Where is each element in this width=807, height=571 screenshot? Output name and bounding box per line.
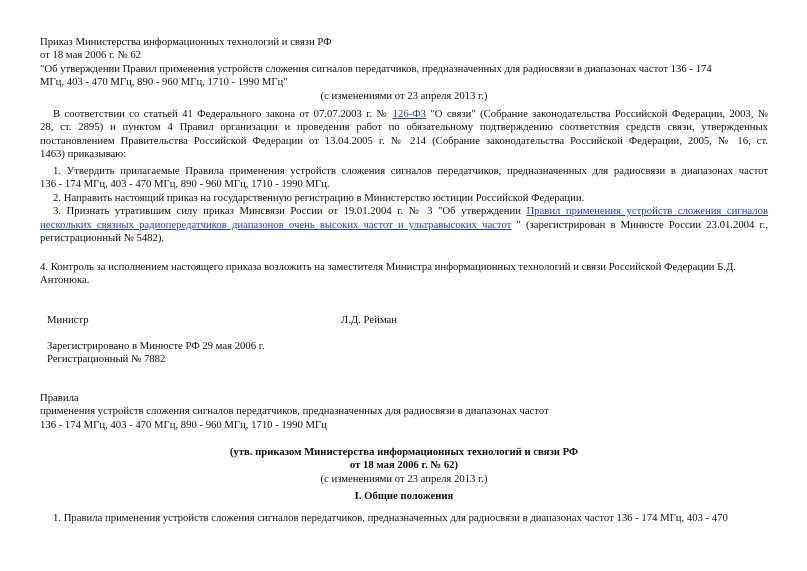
rules-title-line-2: 136 - 174 МГц, 403 - 470 МГц, 890 - 960 МГц, 1710 - 1990 МГц [40, 418, 327, 431]
preamble [40, 108, 768, 162]
item-4 [40, 261, 768, 288]
order-issuer: Приказ Министерства информационных технологий и связи РФ [40, 36, 332, 48]
signature-name: Л.Д. Рейман [341, 314, 397, 326]
preamble-line-2: 28, ст. 2895) и пунктом 4 Правил организации и проведения работ по обязательному подтверждению соответствия средств связи, утвержденных [40, 121, 768, 134]
item-4-line-1: 4. Контроль за исполнением настоящего приказа возложить на заместителя Министра информационных технологий и связи Российской Федерации Б.Д. [40, 261, 736, 273]
registration [47, 340, 775, 367]
order-title-line-2: МГц, 403 - 470 МГц, 890 - 960 МГц, 1710 - 1990 МГц" [40, 76, 288, 89]
rules-approved-line-1: (утв. приказом Министерства информационных технологий и связи РФ [229, 446, 579, 458]
registration-number: Регистрационный № 7882 [47, 353, 166, 366]
rules-link-part-1[interactable]: Правил применения устройств сложения сигналов [526, 205, 768, 218]
item-4-line-2: Антонюка. [40, 274, 90, 287]
item-3-line-1: 3. Признать утратившим силу приказ Минсвязи России от 19.01.2004 г. № 3 "Об утверждении Правил применения устройств сложения сигналов [53, 205, 768, 218]
order-amendments: (с изменениями от 23 апреля 2013 г.) [320, 89, 488, 102]
preamble-line-3: постановлением Правительства Российской Федерации от 13.04.2005 г. № 214 (Собрание законодательства Российской Федерации, 2005, № 16, ст. [40, 134, 768, 147]
rules-heading: Правила [40, 392, 79, 404]
item-2: 2. Направить настоящий приказ на государственную регистрацию в Министерство юстиции Российской Федерации. [53, 191, 585, 204]
item-3-line-3: регистрационный № 5482). [40, 232, 165, 245]
order-header [40, 36, 768, 103]
item-1-line-1: 1. Утвердить прилагаемые Правила применения устройств сложения сигналов передатчиков, предназначенных для радиосвязи в диапазонах частот [53, 165, 768, 177]
rules-amendments: (с изменениями от 23 апреля 2013 г.) [320, 472, 488, 485]
item-3-line-2: нескольких связных радиопередатчиков диапазонов очень высоких частот и ультравысоких частот " (зарегистрирован в Минюсте России 23.01.2004 г., [40, 218, 769, 231]
preamble-line-4: 1463) приказываю: [40, 148, 127, 161]
order-items [40, 165, 768, 245]
order-date: от 18 мая 2006 г. № 62 [40, 49, 142, 62]
section-title: I. Общие положения [354, 490, 454, 502]
rules-approved-line-2: от 18 мая 2006 г. № 62) [349, 459, 459, 472]
rules-link-part-2[interactable]: нескольких связных радиопередатчиков диапазонов очень высоких частот и ультравысоких частот [40, 218, 512, 231]
signature-position: Министр [47, 314, 89, 326]
rules-title-line-1: применения устройств сложения сигналов передатчиков, предназначенных для радиосвязи в диапазонах частот [40, 405, 549, 418]
law-126-fz-link[interactable]: 126-ФЗ [392, 108, 427, 120]
rules-paragraph-1: 1. Правила применения устройств сложения сигналов передатчиков, предназначенных для радиосвязи в диапазонах частот 136 - 174 МГц, 403 - 470 [53, 512, 728, 524]
registration-line-1: Зарегистрировано в Минюсте РФ 29 мая 2006 г. [47, 340, 265, 352]
order-title-line-1: "Об утверждении Правил применения устройств сложения сигналов передатчиков, предназначенных для радиосвязи в диапазонах частот 136 - 174 [40, 62, 712, 75]
preamble-line-1: В соответствии со статьей 41 Федерального закона от 07.07.2003 г. № 126-ФЗ "О связи" (Собрание законодательства Российской Федерации, 2003, № [53, 108, 769, 120]
rules-heading-block [40, 392, 768, 432]
rules-approval [40, 446, 768, 486]
item-1-line-2: 136 - 174 МГц, 403 - 470 МГц, 890 - 960 МГц, 1710 - 1990 МГц. [40, 178, 330, 191]
